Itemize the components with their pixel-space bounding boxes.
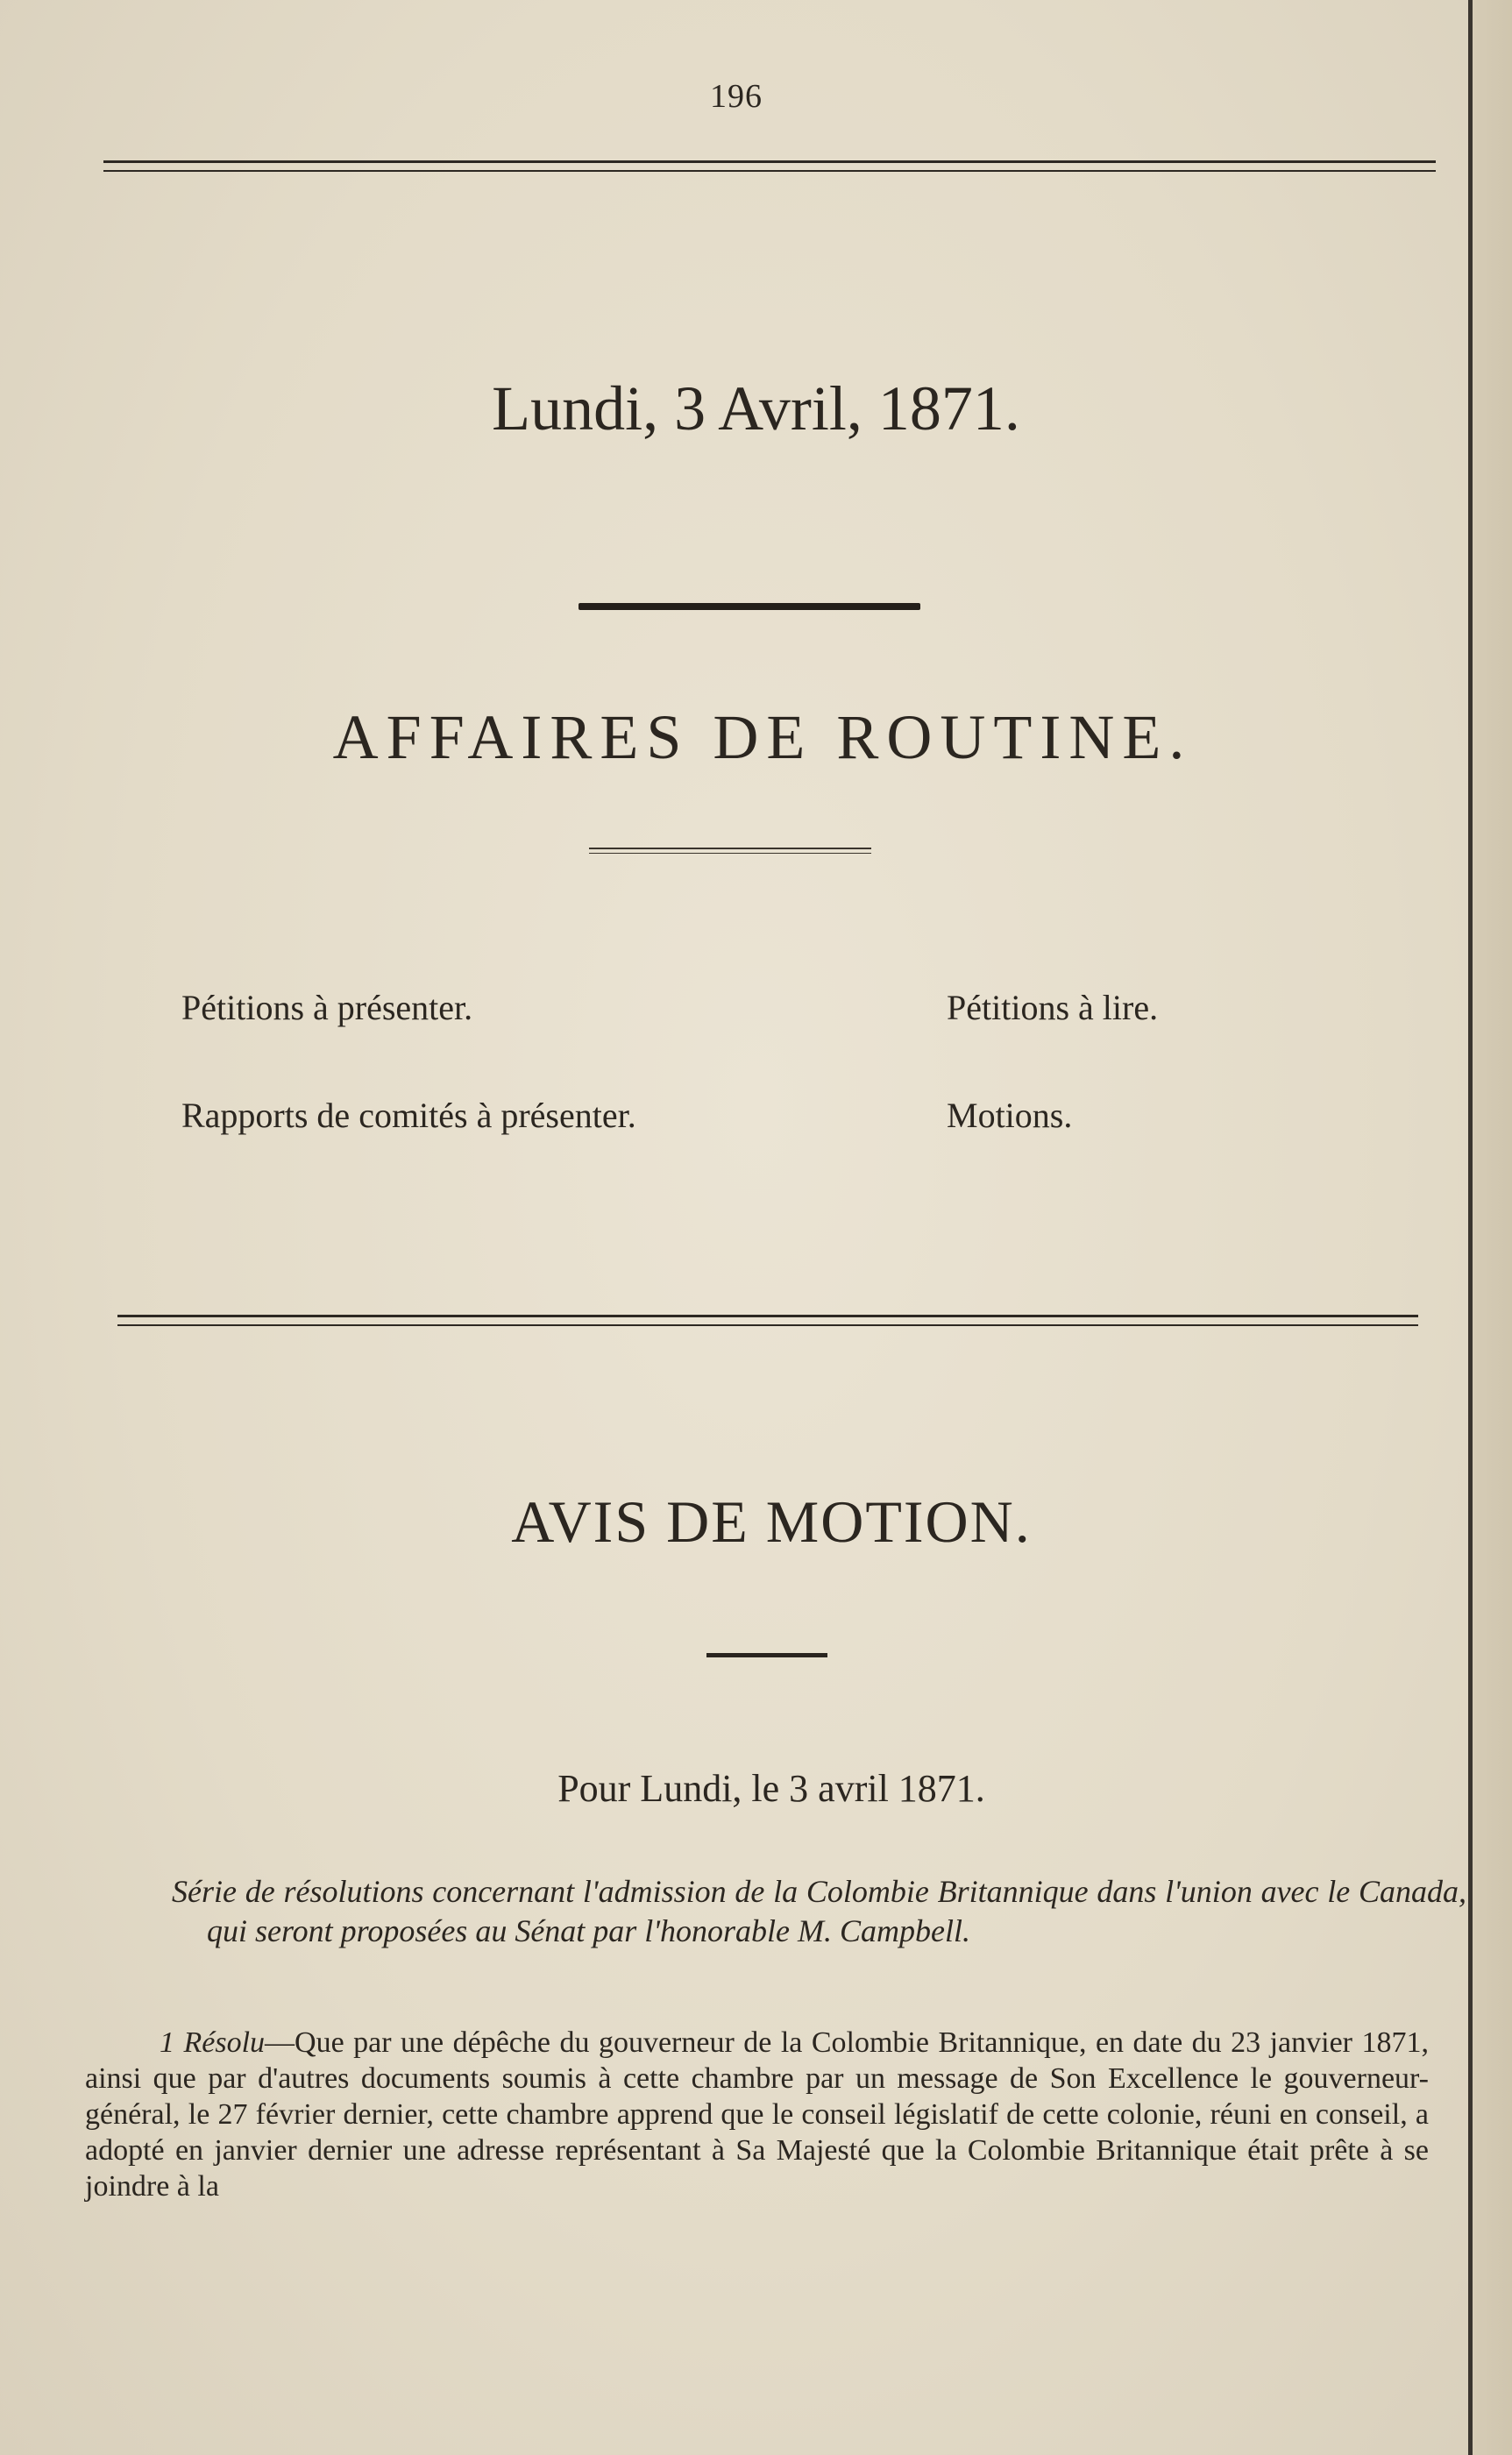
paragraph-number: 1 [160,2026,174,2059]
resolution-label: Résolu [183,2026,266,2059]
routine-item: Pétitions à lire. [947,988,1159,1027]
date-heading: Lundi, 3 Avril, 1871. [492,373,1020,443]
middle-double-rule [117,1315,1418,1326]
page-number: 196 [710,78,763,115]
routine-item: Pétitions à présenter. [181,988,473,1027]
routine-item: Motions. [947,1096,1073,1135]
avis-heading: AVIS DE MOTION. [511,1488,1032,1555]
section-heading: AFFAIRES DE ROUTINE. [332,702,1193,772]
date-underline-rule [579,603,920,610]
section-underline-rule [589,848,871,854]
date-line: Pour Lundi, le 3 avril 1871. [557,1767,985,1810]
resolution-paragraph [85,2025,1429,2204]
routine-item: Rapports de comités à présenter. [181,1096,636,1135]
avis-underline-rule [706,1653,827,1657]
resolution-series-title: Série de résolutions concernant l'admission de la Colombie Britannique dans l'union avec le Canada, qui seront proposées au Sénat par l'honorable M. Campbell. [172,1874,1466,1948]
resolution-text: —Que par une dépêche du gouverneur de la Colombie Britannique, en date du 23 janvier 1871, ainsi que par d'autres documents soumis à cette chambre par un message de Son Excellence le gouverneur-général, le 27 février dernier, cette chambre apprend que le conseil législatif de cette colonie, réuni en conseil, a adopté en janvier dernier une adresse représentant à Sa Majesté que la Colombie Britannique était prête à se joindre à la [85,2026,1429,2203]
book-gutter [1468,0,1512,2455]
top-double-rule [103,160,1436,172]
